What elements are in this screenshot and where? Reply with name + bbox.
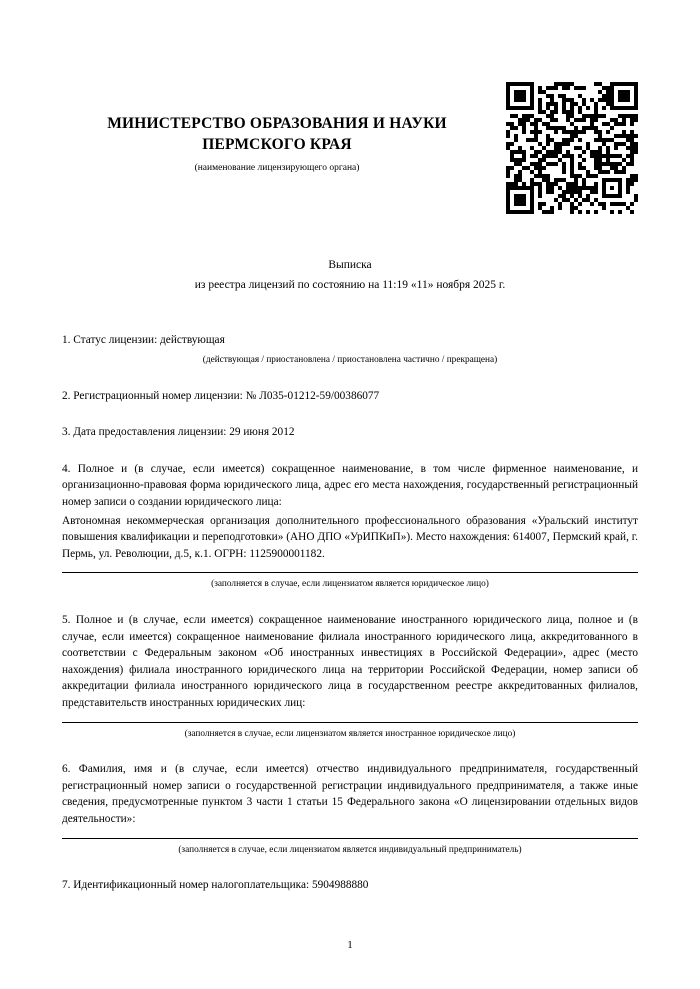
document-header — [62, 114, 492, 173]
section-legal-entity-hint: (заполняется в случае, если лицензиатом является юридическое лицо) — [211, 579, 489, 590]
section-individual-entrepreneur-hint: (заполняется в случае, если лицензиатом является индивидуальный предприниматель) — [178, 844, 522, 855]
section-status — [62, 332, 638, 367]
section-foreign-entity — [62, 612, 638, 741]
section-legal-entity — [62, 461, 638, 592]
section-grant-date-text: 3. Дата предоставления лицензии: 29 июня 2012 — [62, 426, 295, 439]
doc-title-line1: Выписка — [328, 258, 372, 271]
section-inn-text: 7. Идентификационный номер налогоплательщика: 5904988880 — [62, 879, 369, 892]
document-title — [62, 257, 638, 295]
section-individual-entrepreneur-text: 6. Фамилия, имя и (в случае, если имеется) отчество индивидуального предпринимателя, государственный регистрационный номер записи о государственной регистрации индивидуального предпринимателя, а также иные сведения, предусмотренные пунктом 3 части 1 статьи 15 Федерального закона «О лицензировании отдельных видов деятельности»: — [62, 763, 638, 825]
section-individual-entrepreneur-rule — [62, 838, 638, 839]
section-reg-number-text: 2. Регистрационный номер лицензии: № Л035-01212-59/00386077 — [62, 389, 380, 402]
org-title-line1: МИНИСТЕРСТВО ОБРАЗОВАНИЯ И НАУКИ — [107, 115, 447, 132]
org-title-line2: ПЕРМСКОГО КРАЯ — [202, 135, 352, 153]
org-subtitle: (наименование лицензирующего органа) — [194, 162, 360, 173]
section-status-text: 1. Статус лицензии: действующая — [62, 334, 225, 347]
qr-code-icon — [506, 82, 638, 214]
section-legal-entity-text: 4. Полное и (в случае, если имеется) сокращенное наименование, в том числе фирменное наименование, и организационно-правовая форма юридического лица, адрес его места нахождения, государственный регистрационный номер записи о создании юридического лица: — [62, 462, 638, 508]
section-foreign-entity-rule — [62, 722, 638, 723]
section-legal-entity-rule — [62, 572, 638, 573]
section-status-hint: (действующая / приостановлена / приостановлена частично / прекращена) — [202, 354, 498, 365]
section-grant-date — [62, 424, 638, 441]
section-foreign-entity-hint: (заполняется в случае, если лицензиатом является иностранное юридическое лицо) — [184, 728, 516, 739]
section-individual-entrepreneur — [62, 761, 638, 857]
section-reg-number — [62, 388, 638, 405]
section-inn — [62, 877, 638, 894]
page-number: 1 — [347, 939, 353, 951]
doc-title-line2: из реестра лицензий по состоянию на 11:19 «11» ноября 2025 г. — [194, 279, 506, 292]
section-legal-entity-value: Автономная некоммерческая организация дополнительного профессионального образования «Уральский институт повышения квалификации и переподготовки» (АНО ДПО «УрИПКиП»). Место нахождения: 614007, Пермский край, г. Пермь, ул. Революции, д.5, к.1. ОГРН: 1125900001182. — [62, 514, 638, 560]
section-foreign-entity-text: 5. Полное и (в случае, если имеется) сокращенное наименование иностранного юридического лица, полное и (в случае, если имеется) сокращенное наименование филиала иностранного юридического лица, аккредитованного в соответствии с Федеральным законом «Об иностранных инвестициях в Российской Федерации», адрес (место нахождения) филиала иностранного юридического лица на территории Российской Федерации, номер записи об аккредитации филиала иностранного юридического лица в государственном реестре аккредитованных филиалов, представительств иностранных юридических лиц: — [62, 614, 638, 709]
